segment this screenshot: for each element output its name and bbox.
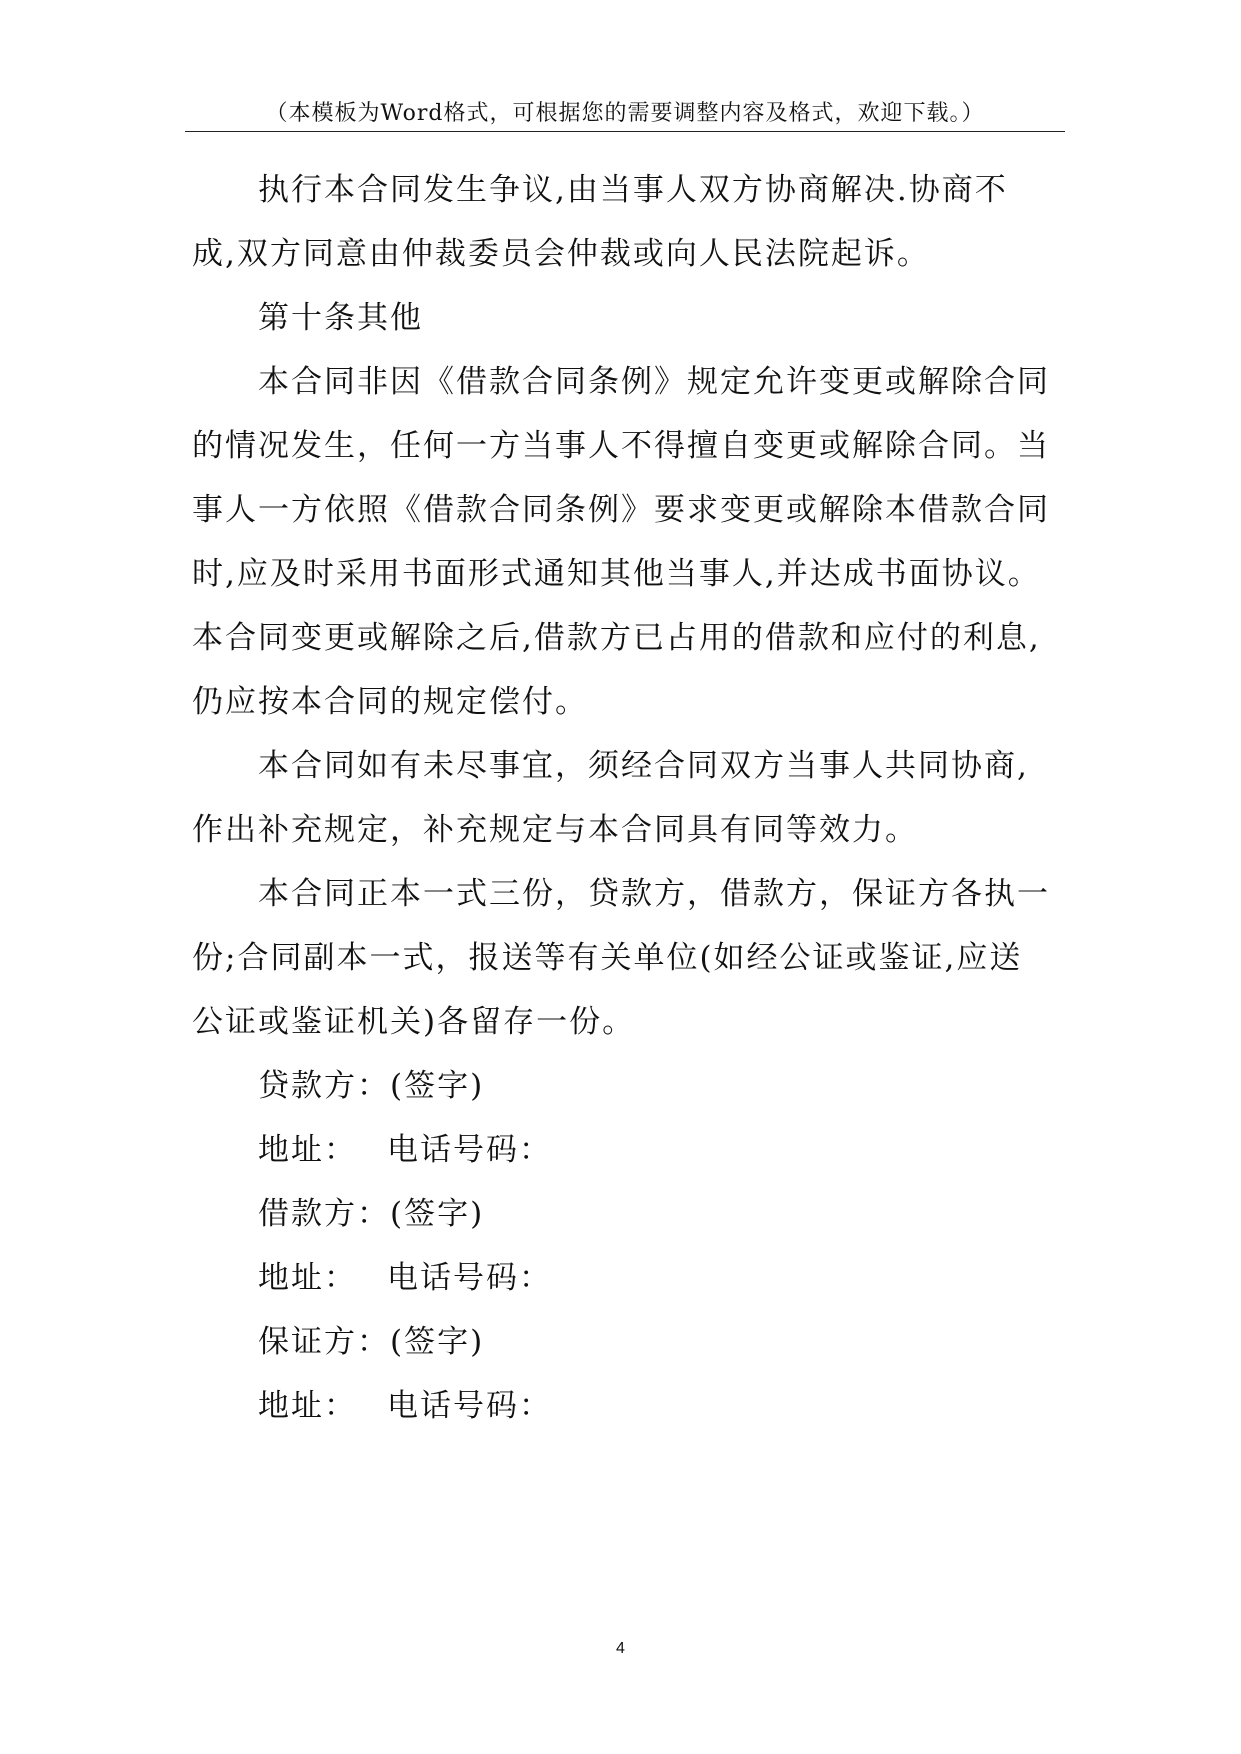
text-line: 本合同正本一式三份，贷款方，借款方，保证方各执一 <box>258 876 1050 912</box>
copies-paragraph <box>192 862 1062 1054</box>
text-line: 事人一方依照《借款合同条例》要求变更或解除本借款合同 <box>192 492 1050 528</box>
text-line: 本合同非因《借款合同条例》规定允许变更或解除合同 <box>258 364 1050 400</box>
borrower-signature: 借款方：(签字) <box>258 1196 485 1232</box>
text-line: 本合同如有未尽事宜，须经合同双方当事人共同协商, <box>258 748 1029 784</box>
address-label: 地址： <box>258 1260 357 1296</box>
text-line: 时,应及时采用书面形式通知其他当事人,并达成书面协议。 <box>192 556 1041 592</box>
phone-label: 电话号码： <box>387 1260 552 1296</box>
supplement-paragraph <box>192 734 1062 862</box>
text-line: 本合同变更或解除之后,借款方已占用的借款和应付的利息, <box>192 620 1041 656</box>
text-line: 仍应按本合同的规定偿付。 <box>192 684 588 720</box>
guarantor-signature: 保证方：(签字) <box>258 1324 485 1360</box>
phone-label: 电话号码： <box>387 1388 552 1424</box>
text-line: 成,双方同意由仲裁委员会仲裁或向人民法院起诉。 <box>192 236 930 272</box>
phone-label: 电话号码： <box>387 1132 552 1168</box>
contract-body <box>192 158 1062 1438</box>
header-divider <box>185 131 1065 132</box>
text-line: 执行本合同发生争议,由当事人双方协商解决.协商不 <box>258 172 1008 208</box>
text-line: 的情况发生，任何一方当事人不得擅自变更或解除合同。当 <box>192 428 1050 464</box>
lender-contact <box>192 1118 1062 1182</box>
borrower-contact <box>192 1246 1062 1310</box>
template-header-note: （本模板为Word格式，可根据您的需要调整内容及格式，欢迎下载。） <box>265 101 985 126</box>
page-number: 4 <box>616 1640 625 1657</box>
text-line: 份;合同副本一式，报送等有关单位(如经公证或鉴证,应送 <box>192 940 1023 976</box>
address-label: 地址： <box>258 1388 357 1424</box>
guarantor-contact <box>192 1374 1062 1438</box>
article-heading: 第十条其他 <box>258 300 423 336</box>
text-line: 公证或鉴证机关)各留存一份。 <box>192 1004 636 1040</box>
modification-paragraph <box>192 350 1062 734</box>
text-line: 作出补充规定，补充规定与本合同具有同等效力。 <box>192 812 918 848</box>
lender-signature: 贷款方：(签字) <box>258 1068 485 1104</box>
dispute-paragraph <box>192 158 1062 286</box>
address-label: 地址： <box>258 1132 357 1168</box>
